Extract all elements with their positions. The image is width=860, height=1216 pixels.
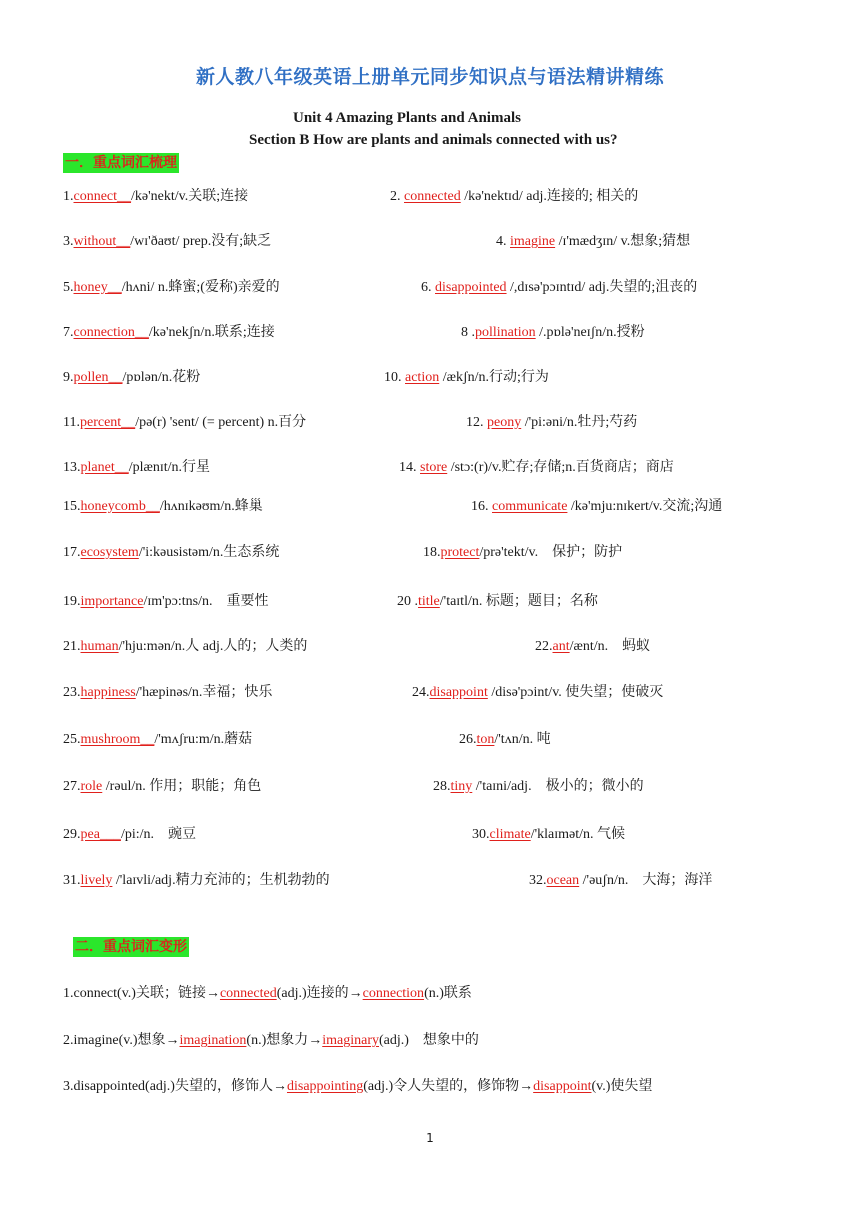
vocab-definition: /plænɪt/n.行星 (128, 460, 211, 475)
vocab-item (459, 731, 551, 749)
vocab-item (390, 188, 638, 206)
vocab-number: 17. (63, 545, 81, 560)
vocab-number: 21. (63, 639, 81, 654)
word-form-line (63, 1078, 652, 1096)
word-form-text: (adj.)令人失望的，修饰物→ (363, 1079, 534, 1094)
vocab-definition: /kə'nekʃn/n.联系;连接 (148, 325, 275, 340)
vocab-item (63, 324, 275, 342)
vocab-definition: /'taɪtl/n. 标题；题目；名称 (439, 594, 598, 609)
vocab-definition: /'mʌʃru:m/n.蘑菇 (154, 732, 253, 747)
vocab-number: 23. (63, 685, 81, 700)
vocab-word: role (80, 779, 103, 794)
vocab-definition: /prə'tekt/v. 保护；防护 (479, 545, 623, 560)
vocab-number: 11. (63, 415, 80, 430)
section-title: Section B How are plants and animals connected with us? (249, 132, 618, 148)
vocab-number: 15. (63, 499, 81, 514)
vocab-number: 32. (529, 873, 547, 888)
vocab-word: happiness (80, 685, 136, 700)
vocab-number: 27. (63, 779, 81, 794)
vocab-definition: /'hæpinəs/n.幸福；快乐 (135, 685, 273, 700)
vocab-definition: /'hju:mən/n.人 adj.人的；人类的 (118, 639, 308, 654)
vocab-word: honeycomb__ (80, 499, 160, 514)
vocab-number: 10. (384, 370, 405, 385)
word-form-answer: disappoint (533, 1079, 592, 1094)
vocab-item (63, 233, 271, 251)
vocab-word: percent__ (79, 415, 136, 430)
vocab-definition: /ækʃn/n.行动;行为 (439, 370, 549, 385)
vocab-item (63, 459, 210, 477)
vocab-definition: /hʌni/ n.蜂蜜;(爱称)亲爱的 (121, 280, 280, 295)
vocab-word: communicate (492, 499, 568, 514)
vocab-definition: /pə(r) 'sent/ (= percent) n.百分 (135, 415, 307, 430)
vocab-definition: /disə'pɔint/v. 使失望；使破灭 (487, 685, 664, 700)
vocab-number: 20 . (397, 594, 418, 609)
vocab-definition: /.pɒlə'neɪʃn/n.授粉 (535, 325, 645, 340)
vocab-word: climate (489, 827, 531, 842)
vocab-definition: /'taɪni/adj. 极小的；微小的 (472, 779, 644, 794)
vocab-number: 24. (412, 685, 430, 700)
vocab-word: connection__ (73, 325, 149, 340)
vocab-item (63, 279, 280, 297)
vocab-number: 26. (459, 732, 477, 747)
word-form-answer: disappointing (286, 1079, 364, 1094)
vocab-number: 5. (63, 280, 74, 295)
vocab-definition: /ɪm'pɔ:tns/n. 重要性 (143, 594, 269, 609)
vocab-word: ton (476, 732, 495, 747)
vocab-item (63, 731, 252, 749)
vocab-word: imagine (510, 234, 556, 249)
vocab-definition: /'tʌn/n. 吨 (494, 732, 551, 747)
word-form-text: (v.)使失望 (591, 1079, 653, 1094)
vocab-item (63, 638, 307, 656)
word-form-answer: imagination (179, 1033, 247, 1048)
vocab-number: 13. (63, 460, 81, 475)
unit-title: Unit 4 Amazing Plants and Animals (293, 110, 521, 126)
word-form-text: (adj.)连接的→ (276, 986, 363, 1001)
vocab-number: 1. (63, 189, 74, 204)
word-form-text: (adj.) 想象中的 (379, 1033, 479, 1048)
vocab-item (535, 638, 650, 656)
vocab-item (397, 593, 598, 611)
vocab-number: 9. (63, 370, 74, 385)
vocab-item (496, 233, 690, 251)
vocab-item (461, 324, 645, 342)
vocab-definition: /'i:kəusistəm/n.生态系统 (138, 545, 280, 560)
word-form-text: 3.disappointed(adj.)失望的，修饰人→ (63, 1079, 287, 1094)
page-number: 1 (426, 1131, 434, 1145)
vocab-item (63, 684, 272, 702)
vocab-word: store (420, 460, 448, 475)
vocab-number: 29. (63, 827, 81, 842)
heading-word-forms: 二．重点词汇变形 (75, 939, 187, 955)
vocab-definition: /rəul/n. 作用；职能；角色 (102, 779, 262, 794)
vocab-word: importance (80, 594, 144, 609)
vocab-item (466, 414, 637, 432)
vocab-number: 14. (399, 460, 420, 475)
vocab-word: mushroom__ (80, 732, 155, 747)
vocab-definition: /ænt/n. 蚂蚁 (569, 639, 651, 654)
vocab-definition: /'klaɪmət/n. 气候 (530, 827, 625, 842)
vocab-word: human (80, 639, 119, 654)
heading-key-vocabulary: 一．重点词汇梳理 (65, 155, 177, 171)
vocab-item (63, 826, 196, 844)
word-form-line (63, 985, 472, 1003)
vocab-item (63, 872, 330, 890)
word-form-answer: connection (362, 986, 425, 1001)
vocab-definition: /kə'mju:nɪkert/v.交流;沟通 (567, 499, 723, 514)
vocab-item (63, 369, 200, 387)
vocab-item (423, 544, 622, 562)
vocab-word: lively (80, 873, 113, 888)
vocab-number: 8 . (461, 325, 475, 340)
vocab-item (421, 279, 697, 297)
word-form-text: 2.imagine(v.)想象→ (63, 1033, 180, 1048)
vocab-word: connect__ (73, 189, 132, 204)
vocab-word: connected (404, 189, 461, 204)
vocab-word: pollination (475, 325, 536, 340)
vocab-item (63, 544, 279, 562)
word-form-answer: imaginary (322, 1033, 379, 1048)
vocab-item (63, 188, 248, 206)
vocab-number: 6. (421, 280, 435, 295)
vocab-number: 12. (466, 415, 487, 430)
vocab-number: 25. (63, 732, 81, 747)
vocab-definition: /ɪ'mædʒɪn/ v.想象;猜想 (555, 234, 691, 249)
vocab-item (412, 684, 663, 702)
vocab-item (384, 369, 549, 387)
vocab-number: 31. (63, 873, 81, 888)
word-form-text: (n.)联系 (424, 986, 472, 1001)
word-form-answer: connected (219, 986, 277, 1001)
vocab-definition: /kə'nekt/v.关联;连接 (131, 189, 249, 204)
vocab-number: 3. (63, 234, 74, 249)
vocab-number: 28. (433, 779, 451, 794)
vocab-item (63, 498, 263, 516)
vocab-definition: /'laɪvli/adj.精力充沛的；生机勃勃的 (112, 873, 330, 888)
vocab-number: 4. (496, 234, 510, 249)
vocab-word: honey__ (73, 280, 122, 295)
vocab-definition: /,dɪsə'pɔɪntɪd/ adj.失望的;沮丧的 (506, 280, 698, 295)
vocab-definition: /hʌnɪkəʊm/n.蜂巢 (159, 499, 263, 514)
vocab-number: 16. (471, 499, 492, 514)
vocab-definition: /stɔ:(r)/v.贮存;存储;n.百货商店；商店 (447, 460, 674, 475)
vocab-word: pollen__ (73, 370, 123, 385)
vocab-item (63, 593, 269, 611)
vocab-number: 22. (535, 639, 553, 654)
vocab-word: protect (440, 545, 480, 560)
vocab-definition: /pi:/n. 豌豆 (120, 827, 196, 842)
vocab-word: ant (552, 639, 570, 654)
vocab-definition: /kə'nektɪd/ adj.连接的; 相关的 (460, 189, 639, 204)
vocab-word: disappointed (435, 280, 507, 295)
vocab-definition: /wɪ'ðaʊt/ prep.没有;缺乏 (130, 234, 272, 249)
vocab-word: without__ (73, 234, 131, 249)
vocab-item (399, 459, 674, 477)
vocab-word: planet__ (80, 460, 129, 475)
vocab-word: tiny (450, 779, 473, 794)
vocab-number: 7. (63, 325, 74, 340)
vocab-definition: /pɒlən/n.花粉 (122, 370, 201, 385)
vocab-number: 30. (472, 827, 490, 842)
vocab-definition: /'əuʃn/n. 大海；海洋 (579, 873, 713, 888)
vocab-item (472, 826, 625, 844)
vocab-number: 2. (390, 189, 404, 204)
vocab-item (63, 778, 261, 796)
vocab-word: action (405, 370, 440, 385)
vocab-definition: /'pi:əni/n.牡丹;芍药 (521, 415, 638, 430)
vocab-word: peony (487, 415, 522, 430)
vocab-item (433, 778, 644, 796)
vocab-word: disappoint (429, 685, 488, 700)
vocab-number: 19. (63, 594, 81, 609)
vocab-word: pea___ (80, 827, 121, 842)
vocab-number: 18. (423, 545, 441, 560)
vocab-item (63, 414, 306, 432)
vocab-word: title (418, 594, 440, 609)
word-form-text: (n.)想象力→ (246, 1033, 323, 1048)
vocab-word: ocean (546, 873, 580, 888)
vocab-item (529, 872, 712, 890)
page-title: 新人教八年级英语上册单元同步知识点与语法精讲精练 (195, 66, 664, 88)
vocab-item (471, 498, 722, 516)
vocab-word: ecosystem (80, 545, 139, 560)
word-form-line (63, 1032, 479, 1050)
word-form-text: 1.connect(v.)关联；链接→ (63, 986, 220, 1001)
